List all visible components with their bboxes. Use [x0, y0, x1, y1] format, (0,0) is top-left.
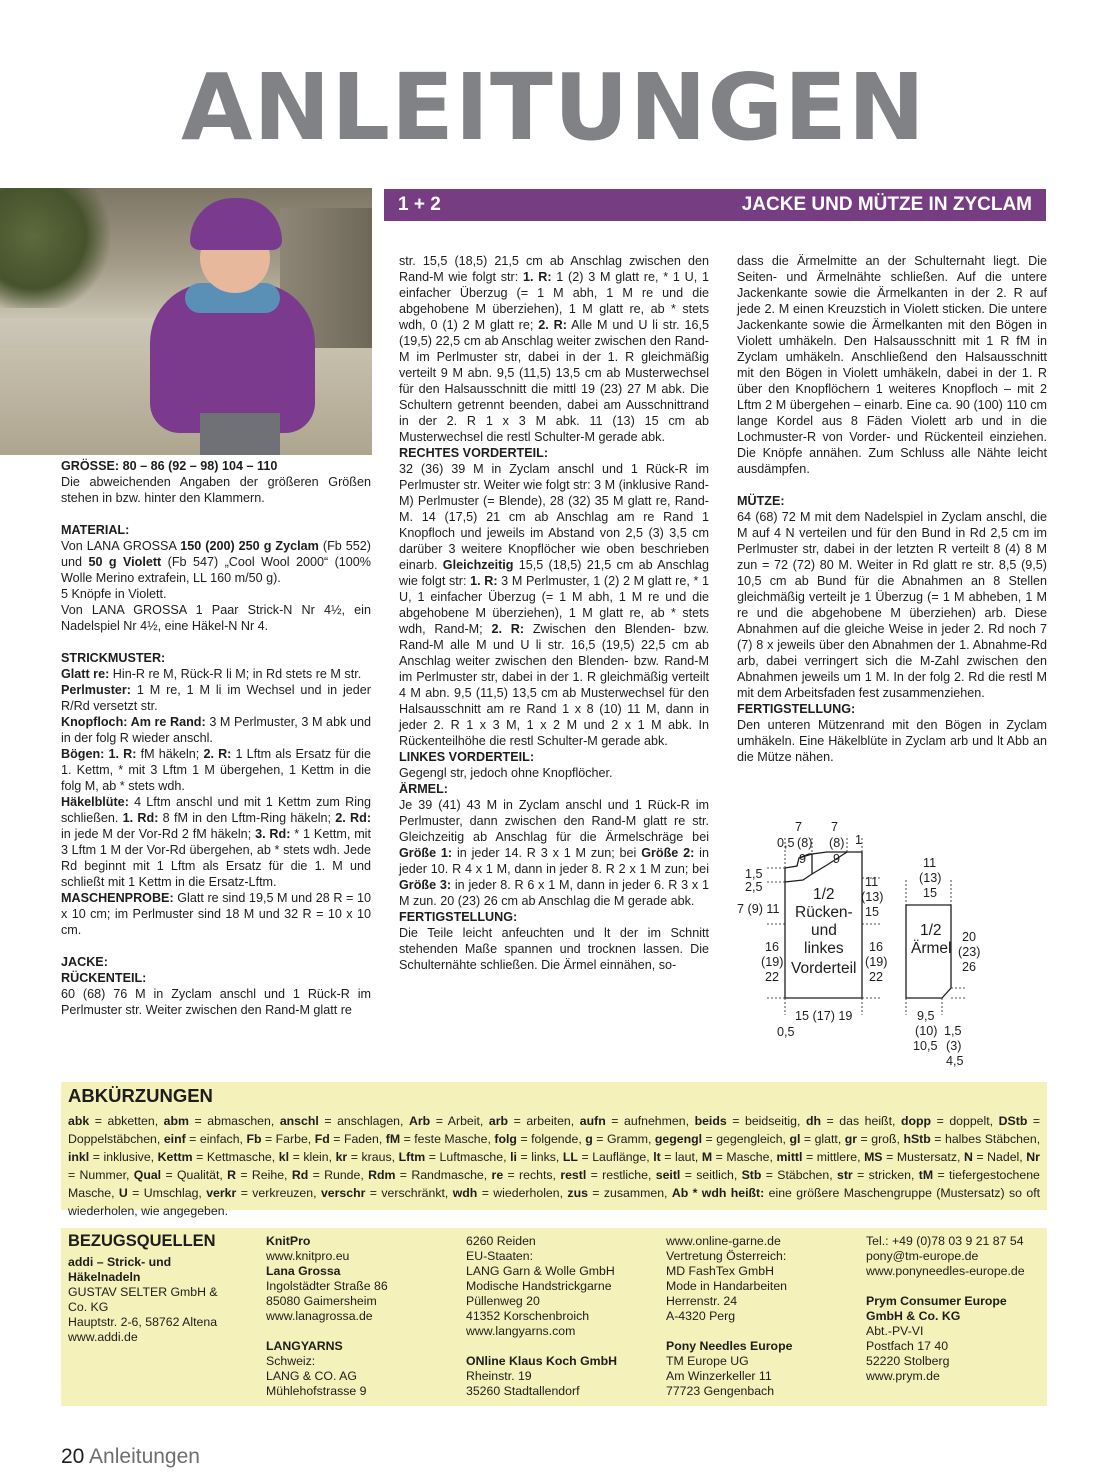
supplier-line: Mode in Handarbeiten: [666, 1279, 787, 1293]
abbreviation-entry: dh = das heißt: [805, 1114, 892, 1128]
abbreviation-entry: Arb = Arbeit: [408, 1114, 480, 1128]
abbreviation-entry: Fb = Farbe: [246, 1132, 308, 1146]
abbreviation-entry: wdh = wiederholen: [452, 1186, 560, 1200]
supplier-col-2: [266, 1234, 456, 1399]
supplier-line: 6260 Reiden: [466, 1234, 536, 1248]
dim-s-20: 20: [962, 930, 977, 944]
supplier-name: Prym Consumer Europe GmbH & Co. KG: [866, 1294, 1007, 1323]
abbreviation-entry: Stb = Stäbchen: [741, 1168, 830, 1182]
dim-r-22: 22: [869, 970, 884, 984]
body-label-2: Rücken-: [795, 904, 853, 921]
supplier-line: Ingolstädter Straße 86: [266, 1279, 388, 1293]
dim-top-1: 1: [855, 833, 863, 847]
abbreviation-entry: DStb = Doppelstäbchen: [68, 1114, 1041, 1146]
dim-r-15: 15: [865, 905, 880, 919]
supplier-line: Postfach 17 40: [866, 1339, 949, 1353]
abbreviation-note: eine größere Maschengruppe (Mustersatz) so oft wiederholen, wie angegeben.: [68, 1186, 1041, 1218]
suppliers-heading: BEZUGSQUELLEN: [68, 1232, 216, 1250]
dim-top-9a: 9: [799, 852, 807, 866]
supplier-line: MD FashTex GmbH: [666, 1264, 774, 1278]
dim-l-19: (19): [761, 955, 784, 969]
supplier-lines: [466, 1369, 656, 1399]
body-label-1: 1/2: [813, 886, 835, 903]
supplier-line: www.online-garne.de: [666, 1234, 781, 1248]
abbreviation-entry: M = Masche: [701, 1150, 770, 1164]
material-needles: Von LANA GROSSA 1 Paar Strick-N Nr 4½, ein Nadelspiel Nr 4½, eine Häkel-N Nr 4.: [61, 603, 371, 633]
supplier-line: www.prym.de: [866, 1369, 940, 1383]
back-continued: str. 15,5 (18,5) 21,5 cm ab Anschlag zwischen den Rand-M wie folgt str: 1. R: 1 (2) 3 M glatt re, * 1 U, 1 einfacher Überzug (= 1 M abh, 1 M re und die abgehobene M überziehen), 1 M glatt re, ab * stets wdh, 0 (1) 2 M glatt re; 2. R: Alle M und U li str. 16,5 (19,5) 22,5 cm ab Anschlag weiter zwischen den Rand-M im Perlmuster str, dabei in der 1. R gleichmäßig verteilt 9 M abn. 9,5 (11,5) 13,5 cm ab Musterwechsel für den Halsausschnitt die mittl 19 (23) 27 M abk. Die Schultern getrennt beenden, dabei am Ausschnittrand in der 2. R 1 x 3 M abk. 11 (13) 15 cm ab Musterwechsel die restl Schulter-M gerade abk.: [399, 254, 709, 444]
stitch-bluete: Häkelblüte: 4 Lftm anschl und mit 1 Kettm zum Ring schließen. 1. Rd: 8 fM in den Lftm-Ring häkeln; 2. Rd: in jede M der Vor-Rd 2 fM häkeln; 3. Rd: * 1 Kettm, mit 3 Lftm 1 M der Vor-Rd übergehen, ab * stets wdh. Jede Rd beginnt mit 1 Lftm als Ersatz für die 1. M und schließt mit 1 Kettm in die Ersatz-Lftm.: [61, 795, 372, 889]
abbreviation-note-label: Ab * wdh heißt:: [671, 1186, 765, 1200]
supplier-lines: [266, 1279, 456, 1324]
supplier-line: Mühlehofstrasse 9: [266, 1384, 367, 1398]
abbreviation-entry: N = Nadel: [963, 1150, 1020, 1164]
material-text: Von LANA GROSSA 150 (200) 250 g Zyclam (Fb 552) und 50 g Violett (Fb 547) „Cool Wool 2000“ (100% Wolle Merino extrafein, LL 160 m/50 g).: [61, 539, 371, 585]
dim-s-45: 4,5: [946, 1054, 964, 1068]
size-heading: GRÖSSE: 80 – 86 (92 – 98) 104 – 110: [61, 459, 278, 473]
hat-finishing-heading: FERTIGSTELLUNG:: [737, 702, 856, 716]
dim-s-26: 26: [962, 960, 977, 974]
abbreviation-entry: mittl = mittlere: [776, 1150, 858, 1164]
supplier-line: Tel.: +49 (0)78 03 9 21 87 54: [866, 1234, 1024, 1248]
abbreviation-entry: beids = beidseitig: [694, 1114, 797, 1128]
abbreviation-entry: MS = Mustersatz: [864, 1150, 957, 1164]
column-2: [399, 253, 709, 973]
body-label-3: und: [811, 922, 837, 939]
jacket-heading: JACKE:: [61, 955, 108, 969]
dim-l-7911: 7 (9) 11: [737, 902, 780, 916]
sleeve-label-2: Ärmel: [911, 940, 952, 957]
body-label-5: Vorderteil: [791, 960, 857, 977]
abbreviations-list: abk = abketten, abm = abmaschen, anschl = anschlagen, Arb = Arbeit, arb = arbeiten, aufn = aufnehmen, beids = beidseitig, dh = das heißt, dopp = doppelt, DStb = Doppelstäbchen, einf = einfach, Fb = Farbe, Fd = Faden, fM = feste Masche, folg = folgende, g = Gramm, gegengl = gegengleich, gl = glatt, gr = groß, hStb = halbes Stäbchen, inkl = inklusive, Kettm = Kettmasche, kl = klein, kr = kraus, Lftm = Luftmasche, li = links, LL = Lauflänge, lt = laut, M = Masche, mittl = mittlere, MS = Mustersatz, N = Nadel, Nr = Nummer, Qual = Qualität, R = Reihe, Rd = Runde, Rdm = Randmasche, re = rechts, restl = restliche, seitl = seitlich, Stb = Stäbchen, str = stricken, tM = tiefergestochene Masche, U = Umschlag, verkr = verkreuzen, verschr = verschränkt, wdh = wiederholen, zus = zusammen, Ab * wdh heißt: eine größere Maschengruppe (Mustersatz) so oft wiederholen, wie angegeben.: [68, 1114, 1041, 1218]
supplier-line: 52220 Stolberg: [866, 1354, 950, 1368]
abbreviations-box: [61, 1082, 1047, 1218]
supplier-lines: [866, 1324, 1044, 1384]
pattern-title: JACKE UND MÜTZE IN ZYCLAM: [741, 194, 1032, 215]
abbreviation-entry: dopp = doppelt: [900, 1114, 990, 1128]
page-number: 20: [61, 1445, 85, 1468]
abbreviation-entry: kl = klein: [278, 1150, 329, 1164]
supplier-lines: [68, 1285, 238, 1345]
abbreviation-entry: abk = abketten: [68, 1114, 155, 1128]
supplier-line: TM Europe UG: [666, 1354, 749, 1368]
supplier-col-4: [666, 1234, 856, 1399]
supplier-lines: [866, 1234, 1044, 1279]
abbreviation-entry: folg = folgende: [494, 1132, 579, 1146]
supplier-line: Schweiz:: [266, 1354, 316, 1368]
back-heading: RÜCKENTEIL:: [61, 971, 147, 985]
dim-l-16: 16: [765, 940, 780, 954]
abbreviation-entry: Qual = Qualität: [133, 1168, 220, 1182]
dim-s-10: (10): [915, 1024, 938, 1038]
abbreviation-entry: g = Gramm: [585, 1132, 648, 1146]
schematic-diagram: [737, 820, 1047, 1075]
abbreviation-entry: re = rechts: [491, 1168, 553, 1182]
dim-bottom-05: 0,5: [777, 1025, 795, 1039]
supplier-name: addi – Strick- und Häkelnadeln: [68, 1255, 172, 1284]
sleeve-heading: ÄRMEL:: [399, 782, 448, 796]
abbreviation-entry: fM = feste Masche: [385, 1132, 488, 1146]
dim-top-8a: (8): [797, 836, 813, 850]
supplier-line: www.knitpro.eu: [266, 1249, 350, 1263]
supplier-line: 41352 Korschenbroich: [466, 1309, 590, 1323]
gauge-text: MASCHENPROBE: Glatt re sind 19,5 M und 28 R = 10 x 10 cm; im Perlmuster sind 18 M und 32 R = 10 x 10 cm.: [61, 891, 371, 937]
supplier-col-1: [68, 1234, 238, 1345]
abbreviation-entry: zus = zusammen: [567, 1186, 665, 1200]
hat-finishing-text: Den unteren Mützenrand mit den Bögen in Zyclam umhäkeln. Eine Häkelblüte in Zyclam arb und lt Abb an die Mütze nähen.: [737, 718, 1047, 764]
supplier-lines: [266, 1354, 456, 1399]
column-1: [61, 458, 371, 1018]
supplier-name: LANGYARNS: [266, 1339, 343, 1353]
left-front-heading: LINKES VORDERTEIL:: [399, 750, 535, 764]
supplier-line: Rheinstr. 19: [466, 1369, 532, 1383]
dim-s-11: 11: [923, 856, 937, 870]
page-footer: [61, 1445, 200, 1469]
dim-s-105: 10,5: [913, 1039, 938, 1053]
dim-l-25: 2,5: [745, 880, 763, 894]
supplier-name: Lana Grossa: [266, 1264, 341, 1278]
supplier-line: A-4320 Perg: [666, 1309, 736, 1323]
pattern-banner: [384, 189, 1046, 221]
body-label-4: linkes: [804, 940, 844, 957]
dim-s-23: (23): [958, 945, 981, 959]
supplier-col-5: [866, 1234, 1044, 1384]
footer-label: Anleitungen: [89, 1445, 200, 1468]
dim-r-16: 16: [869, 940, 884, 954]
pattern-number: 1 + 2: [398, 194, 441, 215]
back-text: 60 (68) 76 M in Zyclam anschl und 1 Rück-R im Perlmuster str. Weiter zwischen den Rand-M glatt re: [61, 987, 371, 1017]
abbreviation-entry: seitl = seitlich: [655, 1168, 734, 1182]
dim-r-19: (19): [865, 955, 888, 969]
finishing-continued: dass die Ärmelmitte an der Schulternaht liegt. Die Seiten- und Ärmelnähte schließen. Auf die untere Jackenkante sowie die Ärmelkanten in der 2. R auf jede 2. M einen Kreuzstich in Violett sticken. Die untere Jackenkante sowie die Ärmelkanten mit den Bögen in Violett umhäkeln. Den Halsausschnitt mit 1 R fM in Zyclam umhäkeln. Anschließend den Halsausschnitt mit den Bögen in Violett umhäkeln, dabei in der 1. R über den Knopflöchern 1 weiteres Knopfloch – mit 2 Lftm 2 M übergehen – einarb. Eine ca. 90 (100) 110 cm lange Kordel aus 8 Fäden Violett arb und in die Lochmuster-R von Vorder- und Rückenteil einziehen. Die Knöpfe annähen. Zum Schluss alle Nähte leicht ausdämpfen.: [737, 254, 1047, 476]
supplier-line: Püllenweg 20: [466, 1294, 540, 1308]
supplier-line: Abt.-PV-VI: [866, 1324, 924, 1338]
supplier-lines: [266, 1249, 456, 1264]
sleeve-label-1: 1/2: [920, 922, 942, 939]
sleeve-text: Je 39 (41) 43 M in Zyclam anschl und 1 Rück-R im Perlmuster, dann zwischen den Rand-M glatt re str. Gleichzeitig ab Anschlag für die Ärmelschräge bei Größe 1: in jeder 14. R 3 x 1 M zun; bei Größe 2: in jeder 10. R 4 x 1 M, dann in jeder 8. R 2 x 1 M zun; bei Größe 3: in jeder 8. R 6 x 1 M, dann in jeder 6. R 3 x 1 M zun. 20 (23) 26 cm ab Anschlag die M gerade abk.: [399, 798, 709, 908]
supplier-line: 35260 Stadtallendorf: [466, 1384, 580, 1398]
dim-r-11: 11: [865, 875, 879, 889]
dim-s-15: 15: [923, 886, 938, 900]
stitch-boegen: Bögen: 1. R: fM häkeln; 2. R: 1 Lftm als Ersatz für die 1. Kettm, * mit 3 Lftm 1 M übergehen, 1 Kettm in die folg M, ab * stets wdh.: [61, 747, 371, 793]
dim-s-15b: 1,5: [944, 1024, 962, 1038]
supplier-line: Am Winzerkeller 11: [666, 1369, 772, 1383]
abbreviation-entry: gl = glatt: [789, 1132, 838, 1146]
supplier-line: LANG & CO. AG: [266, 1369, 357, 1383]
abbreviation-entry: gr = groß: [844, 1132, 897, 1146]
child-photo: [0, 188, 372, 455]
supplier-line: EU-Staaten:: [466, 1249, 533, 1263]
right-front-heading: RECHTES VORDERTEIL:: [399, 446, 549, 460]
suppliers-box: [61, 1228, 1047, 1406]
abbreviation-entry: restl = restliche: [560, 1168, 648, 1182]
supplier-line: pony@tm-europe.de: [866, 1249, 979, 1263]
stitch-heading: STRICKMUSTER:: [61, 651, 166, 665]
size-text: Die abweichenden Angaben der größeren Größen stehen in bzw. hinter den Klammern.: [61, 475, 371, 505]
dim-top-8b: (8): [829, 836, 845, 850]
supplier-line: Herrenstr. 24: [666, 1294, 738, 1308]
abbreviation-entry: LL = Lauflänge: [562, 1150, 647, 1164]
dim-s-3: (3): [946, 1039, 962, 1053]
abbreviation-entry: Rdm = Randmasche: [368, 1168, 484, 1182]
abbreviation-entry: einf = einfach: [163, 1132, 240, 1146]
stitch-perl: Perlmuster: 1 M re, 1 M li im Wechsel und in jeder R/Rd versetzt str.: [61, 683, 371, 713]
column-3: [737, 253, 1047, 765]
abbreviations-heading: ABKÜRZUNGEN: [68, 1085, 213, 1106]
abbreviation-entry: verschr = verschränkt: [320, 1186, 445, 1200]
supplier-col-3: [466, 1234, 656, 1399]
abbreviation-entry: Rd = Runde: [291, 1168, 361, 1182]
abbreviation-entry: li = links: [510, 1150, 556, 1164]
dim-bottom-width: 15 (17) 19: [795, 1009, 853, 1023]
dim-top-7b: 7: [831, 820, 839, 834]
supplier-line: LANG Garn & Wolle GmbH: [466, 1264, 615, 1278]
stitch-knopfloch: Knopfloch: Am re Rand: 3 M Perlmuster, 3 M abk und in der folg R wieder anschl.: [61, 715, 371, 745]
abbreviation-entry: Nr = Nummer: [68, 1150, 1040, 1182]
hat-text: 64 (68) 72 M mit dem Nadelspiel in Zyclam anschl, die M auf 4 N verteilen und für den Bund in Rd 2,5 cm im Perlmuster str, dabei in der letzten R verteilt 8 (4) 8 M zun = 72 (72) 80 M. Weiter in Rd glatt re str. 8,5 (9,5) 10,5 cm ab Bund für die Abnahmen an 8 Stellen gleichmäßig verteilt je 1 Überzug (= 1 M abheben, 1 M re und die abgehobene M überziehen) arb. Diese Abnahmen auf die gleiche Weise in jeder 2. Rd noch 7 (7) 8 x jeweils über den Abnahmen der 1. Abnahme-Rd arb, dabei verringert sich die M-Zahl zwischen den Abnahmen jeweils um 1 M. In der folg 2. Rd die restl M mit dem Arbeitsfaden fest zusammenziehen.: [737, 510, 1047, 700]
supplier-line: GUSTAV SELTER GmbH &: [68, 1285, 218, 1299]
abbreviation-entry: kr = kraus: [335, 1150, 392, 1164]
dim-r-13: (13): [861, 890, 884, 904]
dim-top-7a: 7: [795, 820, 803, 834]
abbreviation-entry: hStb = halbes Stäbchen: [903, 1132, 1037, 1146]
material-heading: MATERIAL:: [61, 523, 130, 537]
supplier-name: ONline Klaus Koch GmbH: [466, 1354, 617, 1368]
abbreviation-entry: abm = abmaschen: [163, 1114, 271, 1128]
abbreviation-entry: verkr = verkreuzen: [206, 1186, 314, 1200]
supplier-lines: [466, 1234, 656, 1339]
abbreviation-entry: str = stricken: [837, 1168, 911, 1182]
dim-l-15: 1,5: [745, 867, 763, 881]
supplier-name: KnitPro: [266, 1234, 311, 1248]
supplier-line: 85080 Gaimersheim: [266, 1294, 377, 1308]
abbreviation-entry: lt = laut: [653, 1150, 695, 1164]
page-title: ANLEITUNGEN: [181, 54, 926, 161]
supplier-line: www.ponyneedles-europe.de: [866, 1264, 1025, 1278]
dim-l-22: 22: [765, 970, 780, 984]
stitch-glatt: Glatt re: Hin-R re M, Rück-R li M; in Rd stets re M str.: [61, 667, 362, 681]
supplier-line: Co. KG: [68, 1300, 109, 1314]
abbreviation-entry: Kettm = Kettmasche: [157, 1150, 272, 1164]
supplier-line: www.langyarns.com: [466, 1324, 576, 1338]
left-front-text: Gegengl str, jedoch ohne Knopflöcher.: [399, 766, 613, 780]
dim-s-95: 9,5: [917, 1009, 935, 1023]
abbreviation-entry: R = Reihe: [227, 1168, 285, 1182]
supplier-line: www.addi.de: [68, 1330, 138, 1344]
supplier-line: Hauptstr. 2-6, 58762 Altena: [68, 1315, 218, 1329]
hat-heading: MÜTZE:: [737, 494, 785, 508]
dim-s-13: (13): [919, 871, 942, 885]
abbreviation-entry: inkl = inklusive: [68, 1150, 151, 1164]
abbreviation-entry: Fd = Faden: [314, 1132, 379, 1146]
finishing-text: Die Teile leicht anfeuchten und lt der im Schnitt stehenden Maße spannen und trocknen lassen. Die Schulternähte schließen. Die Ärmel einnähen, so-: [399, 926, 709, 972]
supplier-line: Modische Handstrickgarne: [466, 1279, 612, 1293]
supplier-line: 77723 Gengenbach: [666, 1384, 775, 1398]
material-buttons: 5 Knöpfe in Violett.: [61, 587, 167, 601]
finishing-heading: FERTIGSTELLUNG:: [399, 910, 518, 924]
abbreviation-entry: U = Umschlag: [118, 1186, 199, 1200]
supplier-name: Pony Needles Europe: [666, 1339, 793, 1353]
dim-top-05: 0,5: [777, 836, 795, 850]
abbreviation-entry: aufn = aufnehmen: [579, 1114, 686, 1128]
abbreviation-entry: tM = tiefergestochene Masche: [68, 1168, 1040, 1200]
supplier-lines: [666, 1354, 856, 1399]
supplier-line: Vertretung Österreich:: [666, 1249, 787, 1263]
abbreviation-entry: arb = arbeiten: [488, 1114, 571, 1128]
abbreviation-entry: anschl = anschlagen: [279, 1114, 400, 1128]
right-front-text: 32 (36) 39 M in Zyclam anschl und 1 Rück-R im Perlmuster str. Weiter wie folgt str: 3 M (inklusive Rand-M) Perlmuster (= Blende), 28 (32) 35 M glatt re, Rand-M. 14 (17,5) 21 cm ab Anschlag am re Rand 1 Knopfloch und jeweils im Abstand von 2,5 (3) 3,5 cm darüber 3 weitere Knopflöcher wie oben beschrieben einarb. Gleichzeitig 15,5 (18,5) 21,5 cm ab Anschlag wie folgt str: 1. R: 3 M Perlmuster, 1 (2) 2 M glatt re, * 1 U, 1 einfacher Überzug (= 1 M abh, 1 M re und die abgehobene M überziehen), 1 M glatt re, ab * stets wdh, Rand-M; 2. R: Zwischen den Blenden- bzw. Rand-M alle M und U li str. 16,5 (19,5) 22,5 cm ab Anschlag weiter zwischen den Blenden- bzw. Rand-M im Perlmuster str, dabei in der 1. R gleichmäßig verteilt 4 M abn. 9,5 (11,5) 13,5 cm ab Musterwechsel für den Halsausschnitt am re Rand 1 x 8 (10) 11 M, dann in jeder 2. R 1 x 3 M, 1 x 2 M und 2 x 1 M abk. In Rückenteilhöhe die restl Schulter-M gerade abk.: [399, 462, 710, 748]
supplier-line: www.lanagrossa.de: [266, 1309, 373, 1323]
supplier-lines: [666, 1234, 856, 1324]
dim-top-9b: 9: [833, 852, 841, 866]
abbreviation-entry: gegengl = gegengleich: [654, 1132, 783, 1146]
abbreviation-entry: Lftm = Luftmasche: [398, 1150, 504, 1164]
